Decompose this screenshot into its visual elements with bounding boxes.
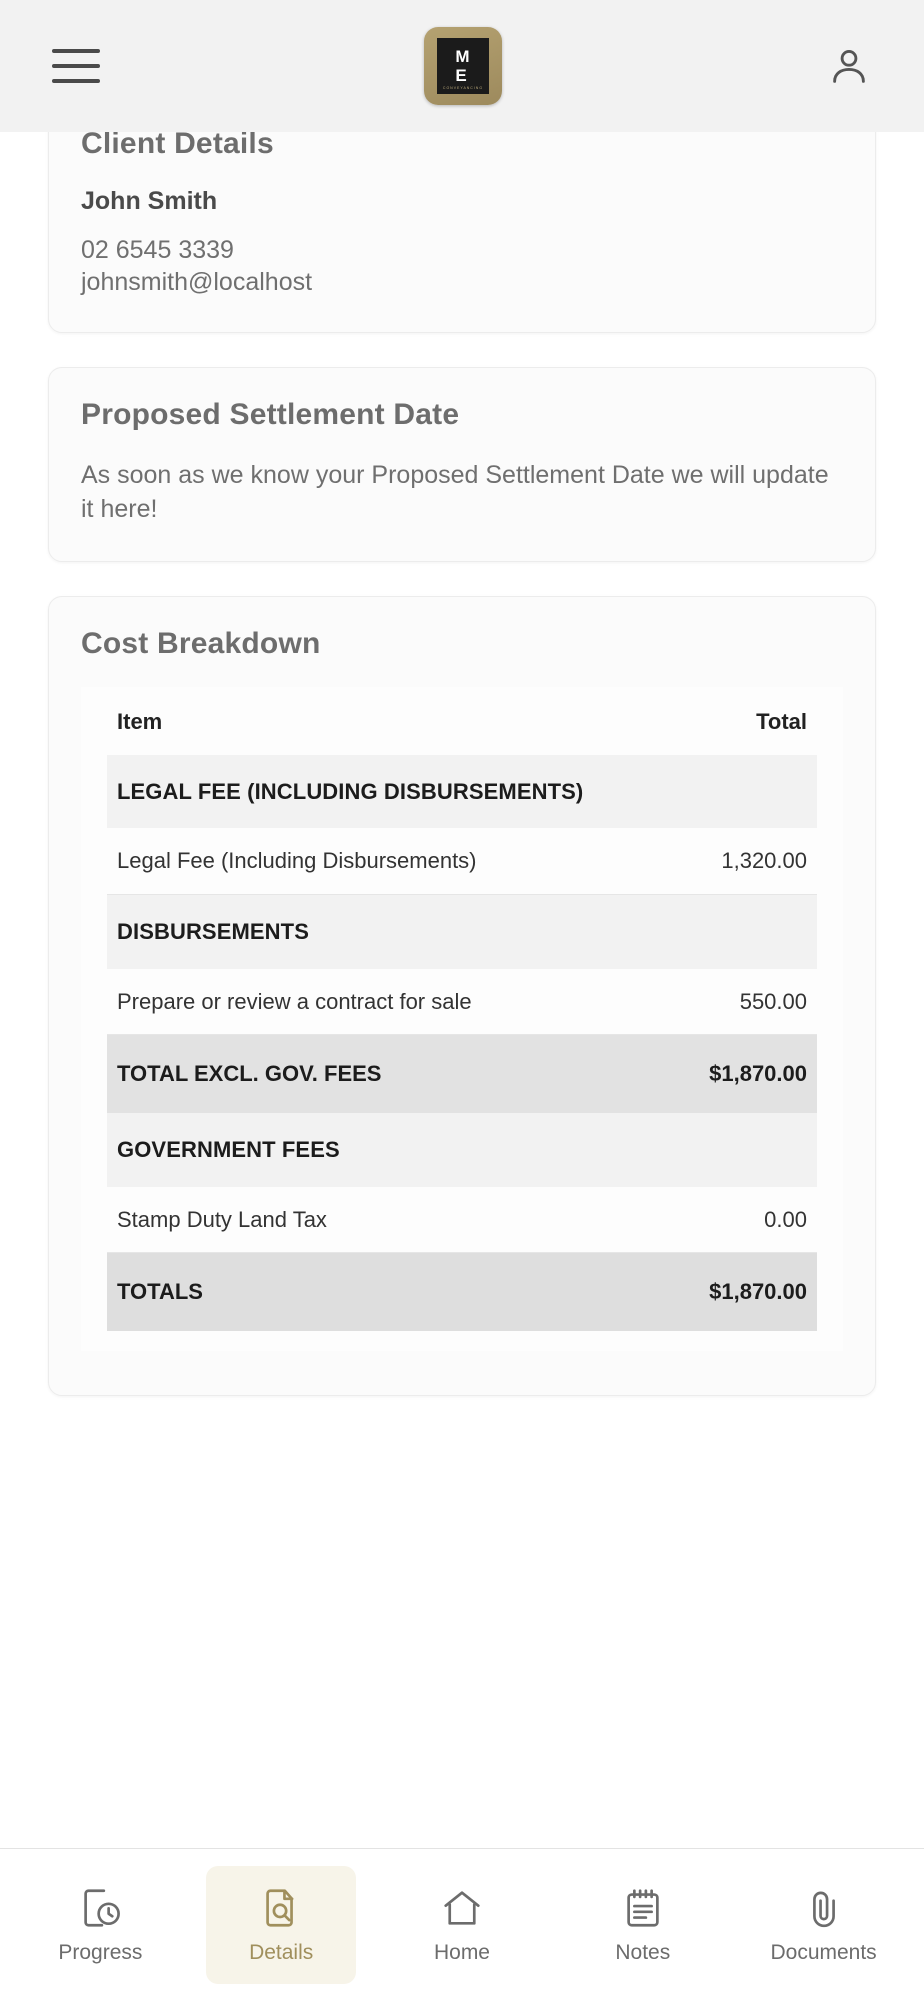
- logo-mark: [437, 38, 489, 94]
- cost-breakdown-card: [48, 596, 876, 1397]
- table-row: [107, 969, 817, 1035]
- settlement-title: Proposed Settlement Date: [81, 398, 460, 431]
- cell-item: TOTAL EXCL. GOV. FEES: [107, 1035, 678, 1113]
- table-row: [107, 828, 817, 894]
- cell-total: [678, 894, 817, 968]
- cell-total: [678, 755, 817, 829]
- client-email[interactable]: johnsmith@localhost: [81, 268, 313, 296]
- client-details-card: [48, 132, 876, 333]
- table-head: [107, 687, 817, 755]
- client-name: John Smith: [81, 187, 218, 215]
- cell-item: LEGAL FEE (INCLUDING DISBURSEMENTS): [107, 755, 678, 829]
- cell-item: Legal Fee (Including Disbursements): [107, 828, 678, 894]
- paperclip-icon: [801, 1885, 847, 1931]
- table-body: [107, 755, 817, 1332]
- hamburger-menu-icon[interactable]: [52, 49, 100, 83]
- nav-item-progress[interactable]: [25, 1866, 175, 1984]
- cell-total: $1,870.00: [678, 1253, 817, 1331]
- table-row: [107, 1253, 817, 1331]
- proposed-settlement-card: [48, 367, 876, 562]
- progress-clock-icon: [77, 1885, 123, 1931]
- logo-letters: [451, 48, 474, 84]
- cell-total: [678, 1113, 817, 1187]
- nav-label-documents: Documents: [770, 1940, 877, 1964]
- nav-label-details: Details: [249, 1940, 314, 1964]
- settlement-message: As soon as we know your Proposed Settlement Date we will update it here!: [81, 461, 829, 524]
- bottom-navigation: [0, 1848, 924, 2000]
- notes-icon: [620, 1885, 666, 1931]
- app-header: [0, 0, 924, 132]
- page-content: [0, 132, 924, 1848]
- nav-label-home: Home: [433, 1940, 490, 1964]
- nav-label-progress: Progress: [58, 1940, 143, 1964]
- nav-item-home[interactable]: [387, 1866, 537, 1984]
- client-details-title: Client Details: [81, 132, 274, 160]
- cell-item: Stamp Duty Land Tax: [107, 1187, 678, 1253]
- cost-breakdown-table-wrap: [81, 687, 843, 1352]
- table-row: [107, 755, 817, 829]
- cell-item: Prepare or review a contract for sale: [107, 969, 678, 1035]
- cost-breakdown-title: Cost Breakdown: [81, 626, 321, 660]
- logo-subtext: CONVEYANCING: [442, 86, 484, 90]
- cell-item: DISBURSEMENTS: [107, 894, 678, 968]
- logo-letter-bottom: E: [455, 66, 472, 85]
- cost-breakdown-table: [107, 687, 817, 1332]
- nav-label-notes: Notes: [615, 1940, 671, 1964]
- cell-total: 550.00: [678, 969, 817, 1035]
- logo-letter-top: M: [455, 47, 475, 66]
- table-header-row: [107, 687, 817, 755]
- cell-total: $1,870.00: [678, 1035, 817, 1113]
- details-search-doc-icon: [258, 1885, 304, 1931]
- column-header-item: Item: [117, 708, 163, 734]
- cell-item: TOTALS: [107, 1253, 678, 1331]
- cell-item: GOVERNMENT FEES: [107, 1113, 678, 1187]
- app-logo: [424, 27, 502, 105]
- home-icon: [439, 1885, 485, 1931]
- table-row: [107, 894, 817, 968]
- table-row: [107, 1113, 817, 1187]
- table-row: [107, 1035, 817, 1113]
- nav-item-documents[interactable]: [749, 1866, 899, 1984]
- column-header-total: Total: [756, 708, 807, 734]
- cell-total: 1,320.00: [678, 828, 817, 894]
- nav-item-details[interactable]: [206, 1866, 356, 1984]
- user-account-icon[interactable]: [826, 43, 872, 89]
- table-row: [107, 1187, 817, 1253]
- nav-item-notes[interactable]: [568, 1866, 718, 1984]
- client-phone[interactable]: 02 6545 3339: [81, 236, 234, 264]
- cell-total: 0.00: [678, 1187, 817, 1253]
